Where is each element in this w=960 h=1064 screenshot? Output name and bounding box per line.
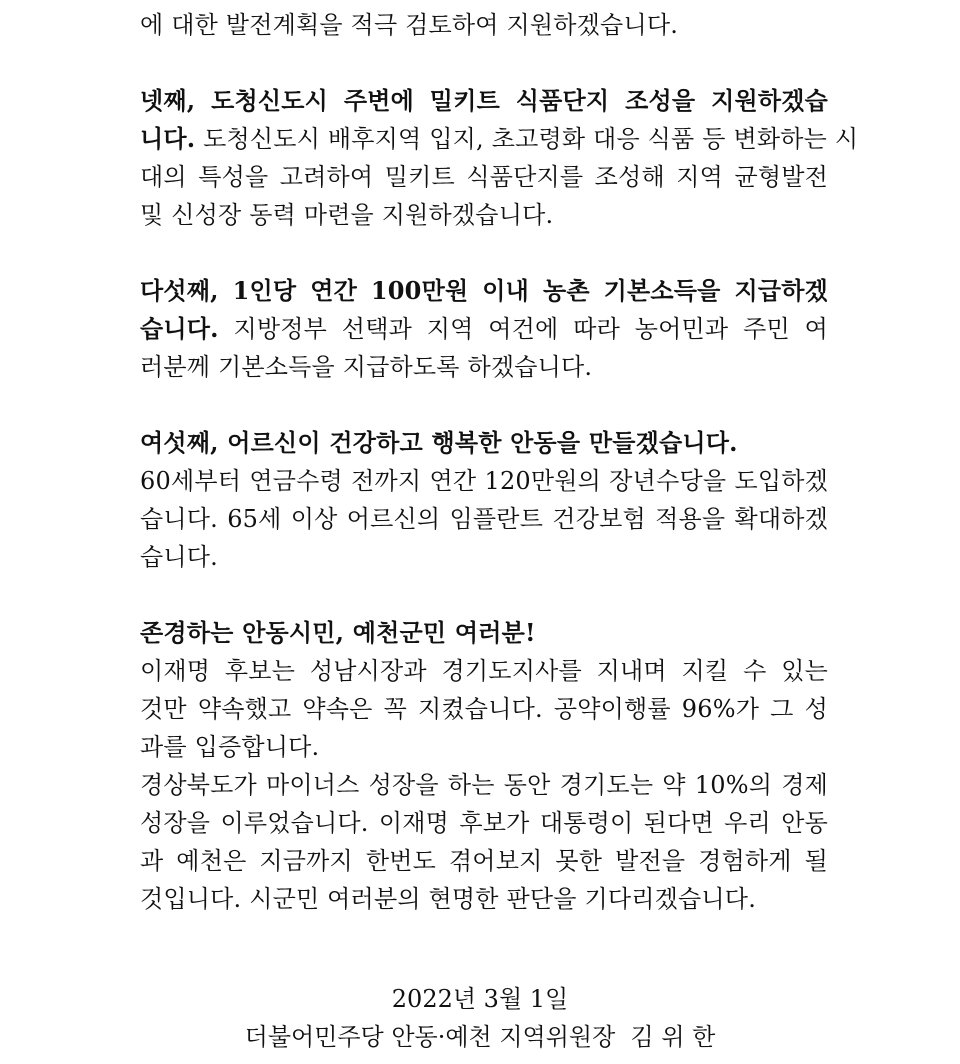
pledge-six: [140, 424, 828, 576]
intro-line: 에 대한 발전계획을 적극 검토하여 지원하겠습니다.: [140, 11, 679, 39]
pledge-four-heading: 넷째, 도청신도시 주변에 밀키트 식품단지 조성을 지원하겠습: [140, 86, 828, 115]
document-body: [140, 0, 859, 918]
closing-line: 성장을 이루었습니다. 이재명 후보가 대통령이 된다면 우리 안동: [140, 809, 828, 837]
pledge-six-line: 습니다. 65세 이상 어르신의 임플란트 건강보험 적용을 확대하겠: [140, 505, 828, 533]
closing-line: 과 예천은 지금까지 한번도 겪어보지 못한 발전을 경험하게 될: [140, 847, 828, 875]
pledge-five-line: [140, 310, 828, 348]
closing-line: 경상북도가 마이너스 성장을 하는 동안 경기도는 약 10%의 경제: [140, 771, 828, 799]
closing-line: 이재명 후보는 성남시장과 경기도지사를 지내며 지킬 수 있는: [140, 657, 828, 685]
pledge-five-line: 러분께 기본소득을 지급하도록 하겠습니다.: [140, 353, 593, 381]
closing-address: [140, 614, 828, 918]
pledge-six-line: 습니다.: [140, 543, 218, 571]
pledge-six-heading: 여섯째, 어르신이 건강하고 행복한 안동을 만들겠습니다.: [140, 428, 738, 457]
closing-line: 것만 약속했고 약속은 꼭 지켰습니다. 공약이행률 96%가 그 성: [140, 695, 828, 723]
closing-line: 과를 입증합니다.: [140, 733, 320, 761]
signature-author: 더불어민주당 안동·예천 지역위원장 김 위 한: [244, 1023, 716, 1051]
closing-heading: 존경하는 안동시민, 예천군민 여러분!: [140, 618, 536, 647]
pledge-four-line: 및 신성장 동력 마련을 지원하겠습니다.: [140, 201, 554, 229]
pledge-five-heading-end: 습니다.: [140, 314, 219, 343]
pledge-five: [140, 272, 828, 386]
pledge-four-line: 대의 특성을 고려하여 밀키트 식품단지를 조성해 지역 균형발전: [140, 163, 828, 191]
signature-date: 2022년 3월 1일: [391, 985, 569, 1013]
pledge-four-line: [140, 120, 859, 158]
pledge-five-heading: 다섯째, 1인당 연간 100만원 이내 농촌 기본소득을 지급하겠: [140, 276, 828, 305]
closing-line: 것입니다. 시군민 여러분의 현명한 판단을 기다리겠습니다.: [140, 885, 757, 913]
pledge-four-text: 도청신도시 배후지역 입지, 초고령화 대응 식품 등 변화하는 시: [195, 125, 859, 153]
pledge-six-line: 60세부터 연금수령 전까지 연간 120만원의 장년수당을 도입하겠: [140, 467, 828, 495]
pledge-five-text: 지방정부 선택과 지역 여건에 따라 농어민과 주민 여: [218, 315, 828, 343]
pledge-four: [140, 82, 859, 234]
pledge-four-heading-end: 니다.: [140, 124, 196, 153]
